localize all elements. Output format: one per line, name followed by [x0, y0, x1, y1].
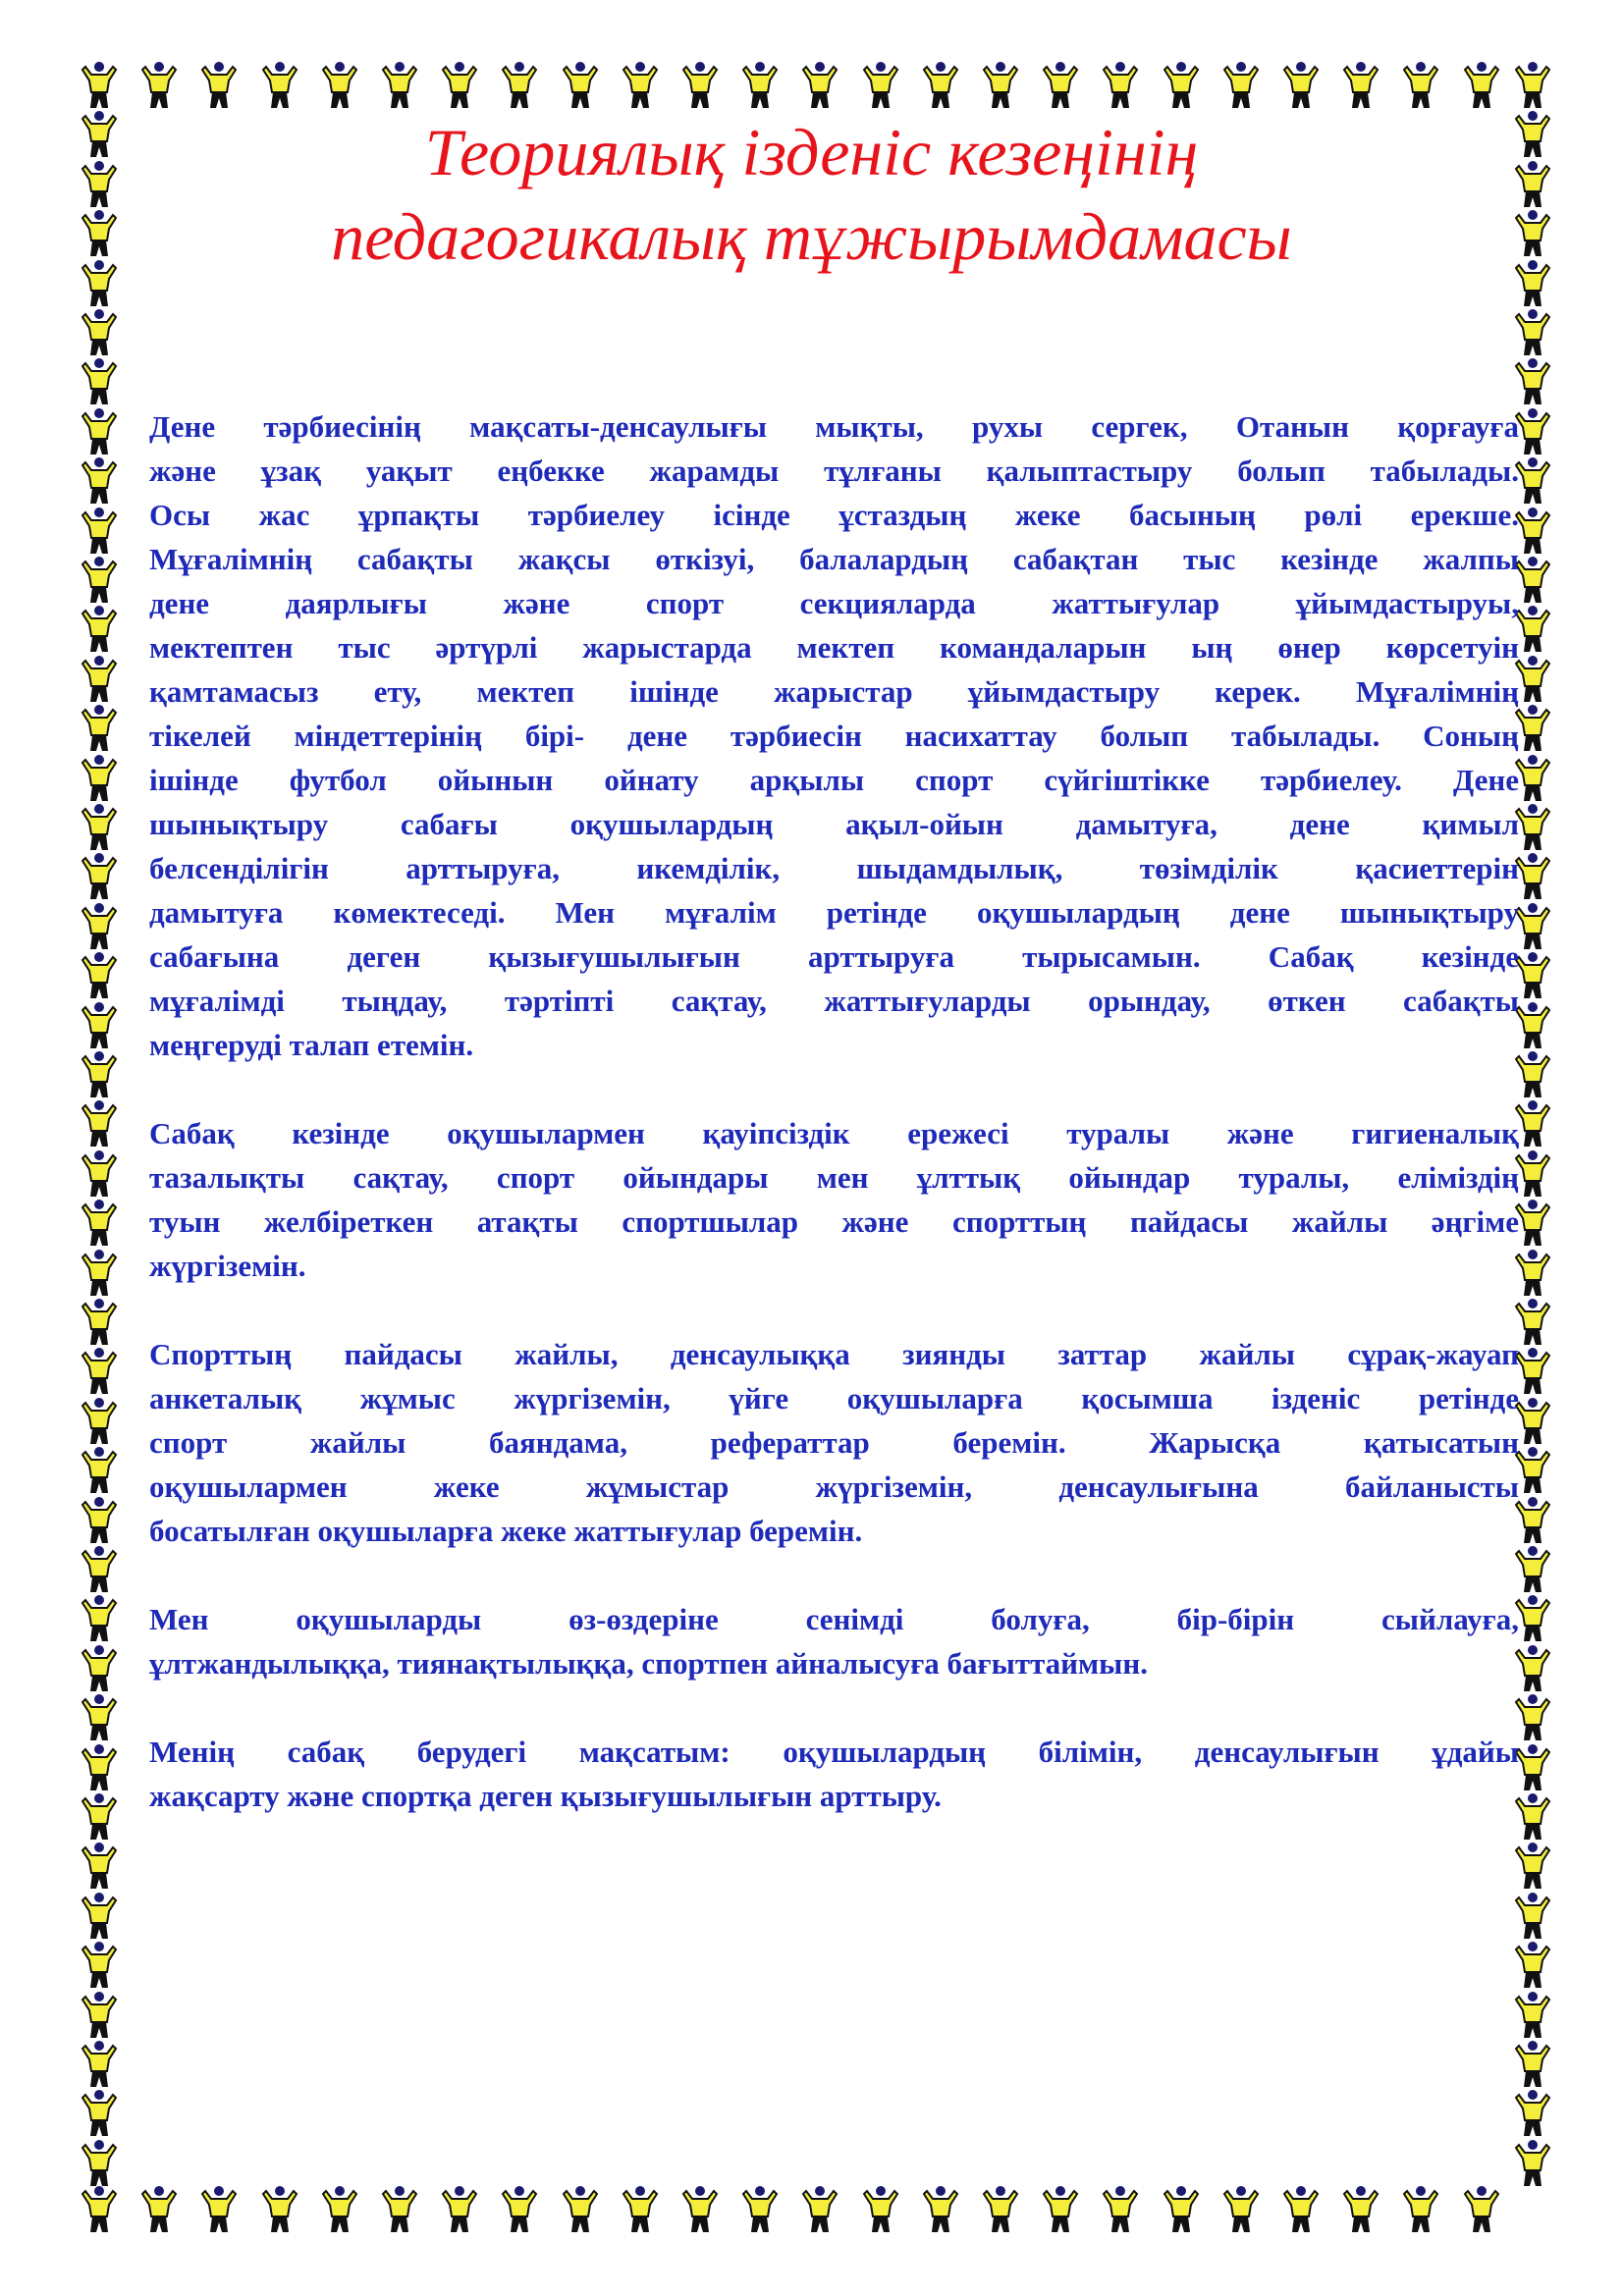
person-figure-icon [79, 1446, 120, 1497]
person-figure-icon [259, 61, 300, 112]
person-figure-icon [1512, 61, 1553, 112]
person-figure-icon [79, 1693, 120, 1744]
person-figure-icon [79, 1991, 120, 2042]
person-figure-icon [198, 2185, 240, 2236]
person-figure-icon [860, 61, 901, 112]
person-figure-icon [439, 2185, 480, 2236]
person-figure-icon [79, 1644, 120, 1695]
paragraph-5 [149, 1730, 1519, 1818]
text-line: жүргіземін. [149, 1249, 306, 1283]
text-line: дене даярлығы және спорт секцияларда жаттығулар ұйымдастыруы, [149, 586, 1519, 620]
person-figure-icon [1512, 1941, 1553, 1992]
person-figure-icon [920, 2185, 961, 2236]
person-figure-icon [79, 1545, 120, 1596]
person-figure-icon [920, 61, 961, 112]
text-line: Дене тәрбиесінің мақсаты-денсаулығы мықты, рухы сергек, Отанын қорғауға [149, 409, 1519, 444]
person-figure-icon [259, 2185, 300, 2236]
person-figure-icon [79, 1941, 120, 1992]
person-figure-icon [79, 754, 120, 805]
person-figure-icon [138, 2185, 180, 2236]
person-figure-icon [79, 407, 120, 458]
person-figure-icon [1512, 2139, 1553, 2190]
person-figure-icon [79, 1892, 120, 1943]
text-line: меңгеруді талап етемін. [149, 1028, 474, 1062]
person-figure-icon [79, 1496, 120, 1547]
text-line: шынықтыру сабағы оқушылардың ақыл-ойын дамытуға, дене қимыл [149, 807, 1519, 841]
text-line: белсенділігін арттыруға, икемділік, шыдамдылық, төзімділік қасиеттерін [149, 851, 1519, 885]
person-figure-icon [79, 655, 120, 706]
person-figure-icon [79, 1099, 120, 1150]
person-figure-icon [1280, 2185, 1322, 2236]
person-figure-icon [620, 2185, 661, 2236]
text-line: босатылған оқушыларға жеке жаттығулар беремін. [149, 1514, 863, 1548]
person-figure-icon [79, 2185, 120, 2236]
person-figure-icon [79, 160, 120, 211]
person-figure-icon [620, 61, 661, 112]
person-figure-icon [799, 61, 840, 112]
person-figure-icon [439, 61, 480, 112]
text-line: спорт жайлы баяндама, рефераттар беремін. Жарысқа қатысатын [149, 1425, 1519, 1460]
person-figure-icon [79, 456, 120, 507]
person-figure-icon [79, 110, 120, 161]
person-figure-icon [79, 1149, 120, 1201]
text-line: ұлтжандылыққа, тиянақтылыққа, спортпен айналысуға бағыттаймын. [149, 1646, 1148, 1681]
person-figure-icon [1461, 2185, 1502, 2236]
person-figure-icon [79, 605, 120, 656]
person-figure-icon [79, 2089, 120, 2140]
person-figure-icon [79, 357, 120, 408]
person-figure-icon [79, 1199, 120, 1250]
person-figure-icon [79, 507, 120, 558]
paragraph-1 [149, 404, 1519, 1067]
text-line: оқушылармен жеке жұмыстар жүргіземін, денсаулығына байланысты [149, 1469, 1519, 1504]
person-figure-icon [79, 1347, 120, 1398]
text-line: жақсарту және спортқа деген қызығушылығын арттыру. [149, 1779, 942, 1813]
person-figure-icon [1040, 2185, 1081, 2236]
text-line: Мұғалімнің сабақты жақсы өткізуі, балалардың сабақтан тыс кезінде жалпы [149, 542, 1519, 576]
person-figure-icon [1512, 2089, 1553, 2140]
person-figure-icon [1161, 2185, 1202, 2236]
text-line: мектептен тыс әртүрлі жарыстарда мектеп командаларын ың өнер көрсетуін [149, 630, 1519, 665]
person-figure-icon [1400, 61, 1441, 112]
person-figure-icon [79, 951, 120, 1002]
text-line: тазалықты сақтау, спорт ойындары мен ұлттық ойындар туралы, еліміздің [149, 1160, 1519, 1195]
person-figure-icon [79, 1594, 120, 1645]
text-line: Спорттың пайдасы жайлы, денсаулыққа зиянды заттар жайлы сұрақ-жауап [149, 1337, 1519, 1371]
person-figure-icon [860, 2185, 901, 2236]
person-figure-icon [739, 2185, 781, 2236]
person-figure-icon [79, 209, 120, 260]
person-figure-icon [79, 1743, 120, 1794]
text-line: сабағына деген қызығушылығын арттыруға тырысамын. Сабақ кезінде [149, 939, 1519, 974]
person-figure-icon [1100, 2185, 1141, 2236]
person-figure-icon [79, 308, 120, 359]
person-figure-icon [799, 2185, 840, 2236]
person-figure-icon [1461, 61, 1502, 112]
body-text [149, 404, 1519, 1862]
person-figure-icon [1400, 2185, 1441, 2236]
person-figure-icon [79, 1001, 120, 1052]
person-figure-icon [79, 1050, 120, 1101]
page-title [157, 110, 1466, 279]
title-line-1: Теориялық ізденіс кезеңінің [424, 115, 1199, 189]
person-figure-icon [1161, 61, 1202, 112]
text-line: дамытуға көмектеседі. Мен мұғалім ретінде оқушылардың дене шынықтыру [149, 895, 1519, 930]
person-figure-icon [679, 61, 721, 112]
person-figure-icon [138, 61, 180, 112]
person-figure-icon [79, 852, 120, 903]
person-figure-icon [560, 61, 601, 112]
person-figure-icon [1512, 259, 1553, 310]
person-figure-icon [499, 61, 540, 112]
person-figure-icon [1340, 2185, 1381, 2236]
person-figure-icon [79, 1397, 120, 1448]
text-line: тікелей міндеттерінің бірі- дене тәрбиесін насихаттау болып табылады. Соның [149, 719, 1519, 753]
person-figure-icon [1220, 61, 1262, 112]
paragraph-2 [149, 1111, 1519, 1288]
person-figure-icon [1280, 61, 1322, 112]
person-figure-icon [79, 1249, 120, 1300]
person-figure-icon [1040, 61, 1081, 112]
person-figure-icon [1100, 61, 1141, 112]
paragraph-4 [149, 1597, 1519, 1685]
person-figure-icon [560, 2185, 601, 2236]
person-figure-icon [739, 61, 781, 112]
person-figure-icon [980, 61, 1021, 112]
person-figure-icon [379, 2185, 420, 2236]
text-line: Менің сабақ берудегі мақсатым: оқушылардың білімін, денсаулығын ұдайы [149, 1735, 1519, 1769]
text-line: Мен оқушыларды өз-өздеріне сенімді болуға, бір-бірін сыйлауға, [149, 1602, 1519, 1636]
person-figure-icon [79, 1842, 120, 1893]
person-figure-icon [319, 61, 360, 112]
text-line: анкеталық жұмыс жүргіземін, үйге оқушыларға қосымша ізденіс ретінде [149, 1381, 1519, 1415]
person-figure-icon [79, 2040, 120, 2091]
text-line: туын желбіреткен атақты спортшылар және спорттың пайдасы жайлы әңгіме [149, 1204, 1519, 1239]
person-figure-icon [79, 556, 120, 607]
person-figure-icon [1512, 1892, 1553, 1943]
text-line: ішінде футбол ойынын ойнату арқылы спорт сүйгіштікке тәрбиелеу. Дене [149, 763, 1519, 797]
title-line-2: педагогикалық тұжырымдамасы [331, 199, 1292, 274]
paragraph-3 [149, 1332, 1519, 1553]
person-figure-icon [319, 2185, 360, 2236]
text-line: қамтамасыз ету, мектеп ішінде жарыстар ұйымдастыру керек. Мұғалімнің [149, 674, 1519, 709]
person-figure-icon [79, 1298, 120, 1349]
text-line: мұғалімді тыңдау, тәртіпті сақтау, жаттығуларды орындау, өткен сабақты [149, 984, 1519, 1018]
person-figure-icon [499, 2185, 540, 2236]
person-figure-icon [1512, 2040, 1553, 2091]
text-line: және ұзақ уақыт еңбекке жарамды тұлғаны қалыптастыру болып табылады. [149, 454, 1519, 488]
person-figure-icon [1512, 209, 1553, 260]
person-figure-icon [1512, 160, 1553, 211]
person-figure-icon [198, 61, 240, 112]
person-figure-icon [1340, 61, 1381, 112]
person-figure-icon [679, 2185, 721, 2236]
person-figure-icon [379, 61, 420, 112]
person-figure-icon [79, 704, 120, 755]
person-figure-icon [1512, 1991, 1553, 2042]
person-figure-icon [79, 61, 120, 112]
text-line: Сабақ кезінде оқушылармен қауіпсіздік ережесі туралы және гигиеналық [149, 1116, 1519, 1150]
person-figure-icon [1512, 357, 1553, 408]
person-figure-icon [79, 259, 120, 310]
person-figure-icon [79, 1792, 120, 1843]
text-line: Осы жас ұрпақты тәрбиелеу ісінде ұстаздың жеке басының рөлі ерекше. [149, 498, 1519, 532]
person-figure-icon [79, 902, 120, 953]
person-figure-icon [1512, 110, 1553, 161]
person-figure-icon [1512, 308, 1553, 359]
person-figure-icon [1220, 2185, 1262, 2236]
person-figure-icon [79, 2139, 120, 2190]
person-figure-icon [79, 803, 120, 854]
person-figure-icon [980, 2185, 1021, 2236]
